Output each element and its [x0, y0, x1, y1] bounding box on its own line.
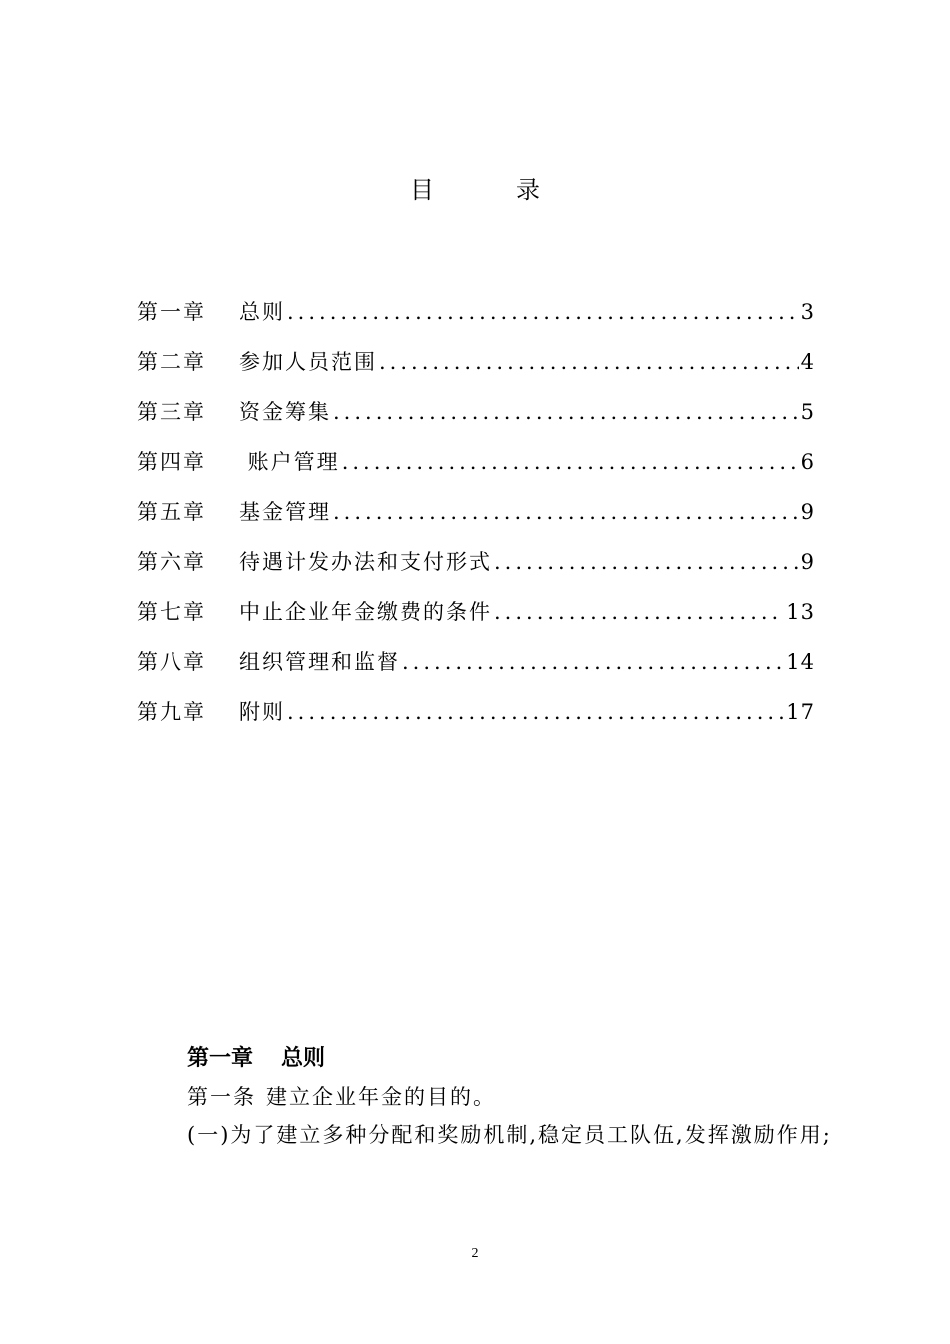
toc-title-char-2: 录	[516, 176, 622, 204]
toc-entry-page: 5	[800, 400, 815, 424]
toc-entry-4[interactable]	[137, 446, 815, 496]
toc-entry-page: 6	[800, 450, 815, 474]
toc-entry-2[interactable]	[137, 346, 815, 396]
toc-entry-name: 组织管理和监督	[239, 650, 400, 674]
toc-entry-name: 中止企业年金缴费的条件	[239, 600, 492, 624]
toc-entry-name: 账户管理	[239, 450, 340, 474]
toc-entry-3[interactable]	[137, 396, 815, 446]
toc-entry-page: 17	[786, 700, 815, 724]
chapter-number: 第一章	[187, 1046, 254, 1071]
article-number: 第一条	[187, 1085, 256, 1109]
toc-entry-chapter: 第三章	[137, 400, 206, 424]
toc-entry-chapter: 第一章	[137, 300, 206, 324]
toc-dot-leader	[333, 400, 799, 424]
toc-entry-name: 总则	[239, 300, 285, 324]
document-body	[137, 1040, 862, 1154]
article-title: 建立企业年金的目的。	[266, 1085, 496, 1109]
toc-entry-9[interactable]	[137, 696, 815, 746]
article-line	[137, 1078, 862, 1116]
toc-entry-page: 9	[800, 500, 815, 524]
toc-dot-leader	[402, 650, 784, 674]
toc-entry-chapter: 第四章	[137, 450, 206, 474]
chapter-heading	[187, 1040, 862, 1078]
toc-dot-leader	[342, 450, 799, 474]
toc-entry-page: 13	[786, 600, 815, 624]
toc-entry-chapter: 第二章	[137, 350, 206, 374]
toc-entry-chapter: 第五章	[137, 500, 206, 524]
toc-entry-name: 资金筹集	[239, 400, 331, 424]
toc-entry-page: 9	[800, 550, 815, 574]
toc-entry-chapter: 第六章	[137, 550, 206, 574]
toc-dot-leader	[494, 550, 799, 574]
table-of-contents	[137, 296, 815, 746]
toc-entry-6[interactable]	[137, 546, 815, 596]
toc-entry-chapter: 第七章	[137, 600, 206, 624]
toc-dot-leader	[494, 600, 784, 624]
toc-dot-leader	[333, 500, 799, 524]
toc-entry-page: 14	[786, 650, 815, 674]
toc-entry-1[interactable]	[137, 296, 815, 346]
chapter-title: 总则	[281, 1046, 326, 1071]
toc-entry-5[interactable]	[137, 496, 815, 546]
toc-title-char-1: 目	[410, 176, 516, 204]
toc-entry-page: 4	[800, 350, 815, 374]
toc-entry-chapter: 第八章	[137, 650, 206, 674]
article-item-1: (一)为了建立多种分配和奖励机制,稳定员工队伍,发挥激励作用;	[187, 1123, 832, 1147]
toc-dot-leader	[379, 350, 799, 374]
toc-entry-name: 基金管理	[239, 500, 331, 524]
toc-entry-chapter: 第九章	[137, 700, 206, 724]
toc-dot-leader	[287, 700, 784, 724]
toc-entry-page: 3	[800, 300, 815, 324]
page-number: 2	[471, 1246, 479, 1261]
toc-title	[0, 170, 950, 205]
toc-entry-name: 待遇计发办法和支付形式	[239, 550, 492, 574]
toc-entry-name: 参加人员范围	[239, 350, 377, 374]
toc-entry-name: 附则	[239, 700, 285, 724]
toc-dot-leader	[287, 300, 799, 324]
toc-entry-7[interactable]	[137, 596, 815, 646]
toc-entry-8[interactable]	[137, 646, 815, 696]
